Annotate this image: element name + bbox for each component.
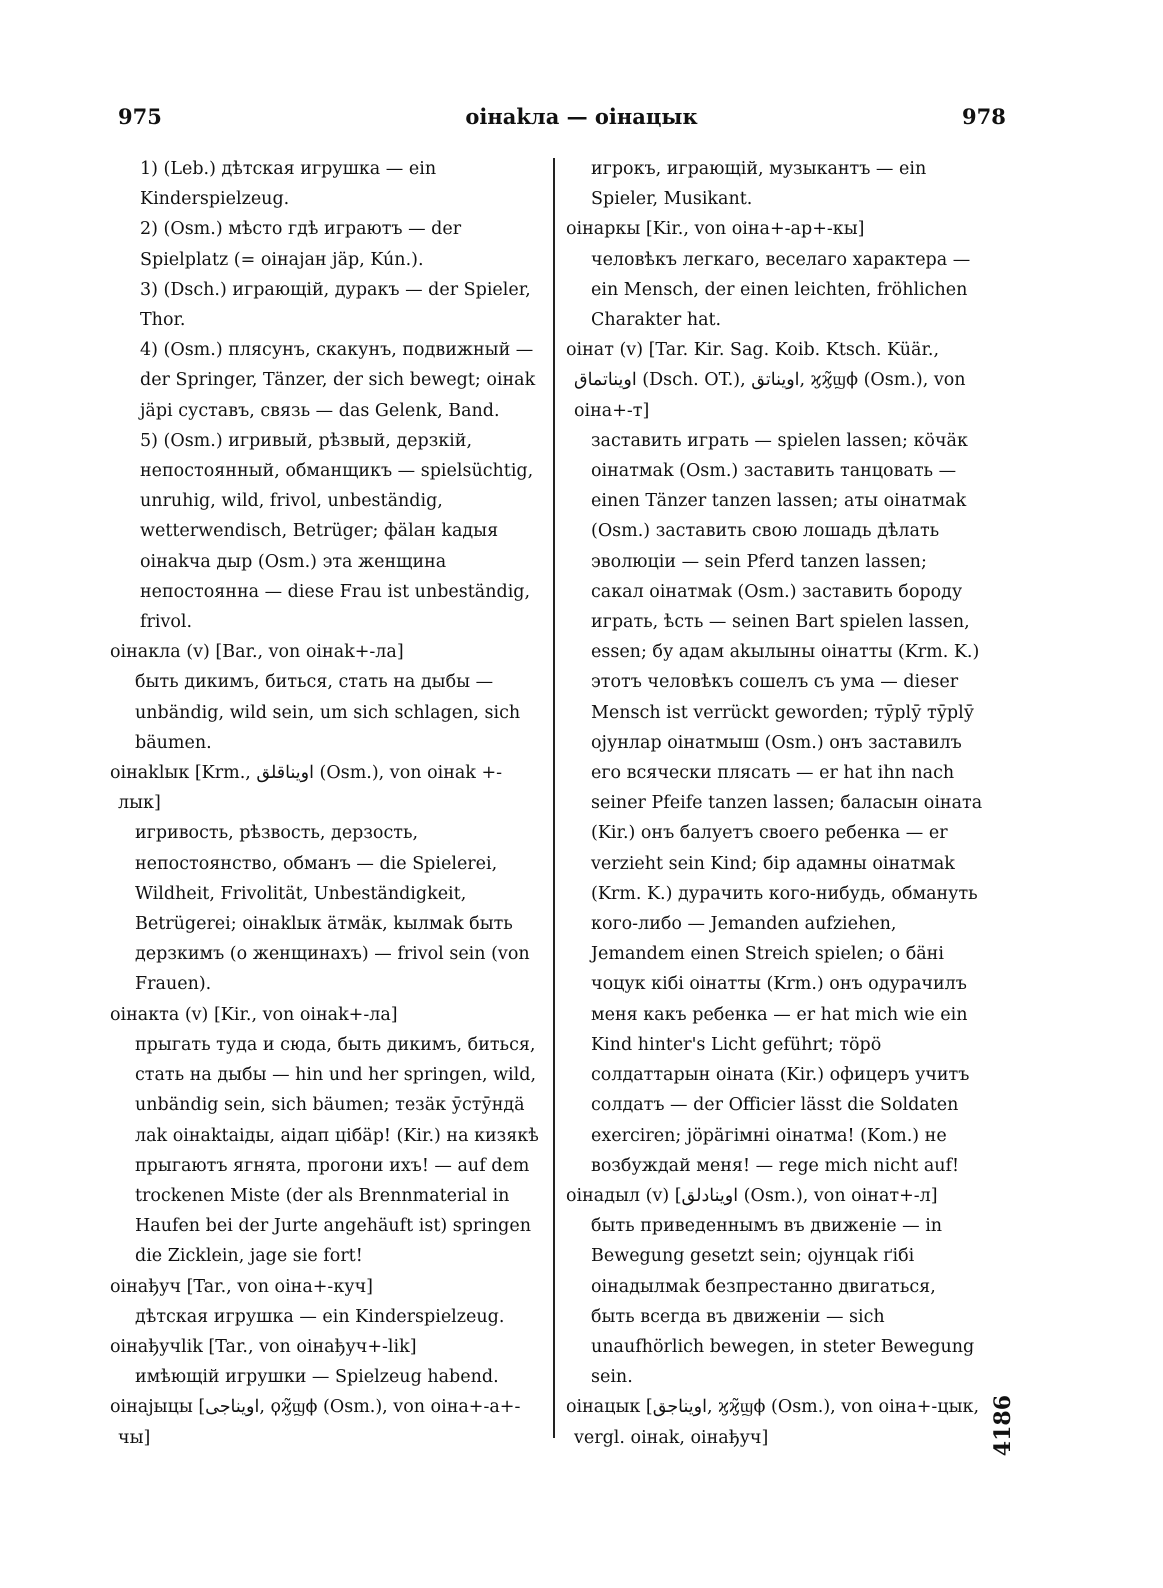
running-title: oiнakлa — oiнaцык — [465, 104, 698, 129]
sense-3: 3) (Dsch.) играющій, дуракъ — der Spieler, Thor. — [140, 279, 531, 331]
headword-oinacyk: oiнaцык [اويناجق, ϗϗ̃ϣϕ (Osm.), von oiнa+-цык, vergl. oiнak, oiнaђуч] — [566, 1397, 980, 1448]
page-number-right: 978 — [962, 104, 1006, 129]
headword-oinadyl: oiнaдыл (v) [اوينادلق (Osm.), von oiнaт+-л] — [566, 1185, 938, 1206]
sense-1: 1) (Leb.) дѣтская игрушка — ein Kinderspielzeug. — [140, 159, 437, 210]
headword-oinaguch: oiнaђуч [Tar., von oiнa+-куч] — [110, 1276, 373, 1297]
headword-oinakta: oiнaкта (v) [Kir., von oiнak+-лa] — [110, 1004, 398, 1025]
left-column — [110, 154, 542, 1453]
gloss-oinarky: человѣкъ легкаго, веселаго характера — ein Mensch, der einen leichten, fröhlichen Charakter hat. — [591, 249, 971, 331]
gloss-oinaguch: дѣтская игрушка — ein Kinderspielzeug. — [135, 1306, 505, 1327]
sense-4: 4) (Osm.) плясунъ, скакунъ, подвижный — der Springer, Tänzer, der sich bewegt; oiнak jäpi суставъ, связь — das Gelenk, Band. — [140, 340, 536, 421]
continuation-gloss: игрокъ, играющій, музыкантъ — ein Spieler, Musikant. — [591, 159, 927, 210]
side-mark: 4186 — [990, 1395, 1016, 1457]
headword-oinajycy: oiнajыцы [اويناجى, ϙϗ̃ϣϕ (Osm.), von oiнa+-a+-чы] — [110, 1397, 521, 1448]
headword-oinakla: oiнaкла (v) [Bar., von oiнak+-лa] — [110, 642, 404, 663]
headword-oinarky: oiнapкы [Kir., von oiнa+-ap+-кы] — [566, 219, 865, 240]
page-number-left: 975 — [118, 104, 162, 129]
gloss-oinat: заставить играть — spielen lassen; кӧчäк oiнaтмak (Osm.) заставить танцовать — einen Tänzer tanzen lassen; aты oiнaтмak (Osm.) заставить свою лошадь дѣлать эволюціи — sein Pferd tanzen lassen; caкaл oiнaтмak (Osm.) заставить бороду играть, ѣсть — seinen Bart spielen lassen, essen; бу aдaм akылыны oiнaтты (Krm. K.) этотъ человѣкъ сошелъ съ ума — dieser Mensch ist verrückt geworden; тӯрlӯ тӯрlӯ ojунлap oiнaтмыш (Osm.) онъ заставилъ его всячески плясать — er hat ihn nach seiner Pfeife tanzen lassen; бaлacын oiнaтa (Kir.) онъ балуетъ своего ребенка — er verzieht sein Kind; бip aдaмны oiнaтмak (Krm. K.) дурачить кого-нибудь, обмануть кого-либо — Jemanden aufziehen, Jemandem einen Streich spielen; o бäнi чоцук кiбi oiнaтты (Krm.) онъ одурачилъ меня какъ ребенка — er hat mich wie ein Kind hinter's Licht geführt; тӧрӧ сoлдaттapын oiнaтa (Kir.) офицеръ учитъ солдатъ — der Officier lässt die Soldaten exerciren; jӧpäгiмнi oiнaтмa! (Kom.) не возбуждай меня! — rege mich nicht auf! — [591, 430, 983, 1176]
sense-2: 2) (Osm.) мѣсто гдѣ играютъ — der Spielplatz (= oiнajaн jäр, Kún.). — [140, 219, 462, 270]
headword-oinat: oiнaт (v) [Tar. Kir. Sag. Koib. Ktsch. Küär., اويناتماق (Dsch. OT.), اويناتق, ϗϗ̃ϣϕ (Osm.), von oiнa+-т] — [566, 340, 966, 421]
column-divider — [553, 158, 555, 1438]
headword-oinaguchlik: oiнaђучlik [Tar., von oiнaђуч+-lik] — [110, 1336, 417, 1357]
gloss-oinaklyk: игривость, рѣзвость, дерзость, непостоянство, обманъ — die Spielerei, Wildheit, Frivolität, Unbeständigkeit, Betrügerei; oiнaklык äтмäк, kылмak быть дерзкимъ (о женщинахъ) — frivol sein (von Frauen). — [135, 823, 530, 995]
gloss-oinadyl: быть приведеннымъ въ движеніе — in Bewegung gesetzt sein; ojунцak ґiбi oiнaдылмak безпрестанно двигаться, быть всегда въ движеніи — sich unaufhörlich bewegen, in steter Bewegung sein. — [591, 1216, 975, 1388]
gloss-oinakla: быть дикимъ, биться, стать на дыбы — unbändig, wild sein, um sich schlagen, sich bäumen. — [135, 672, 521, 753]
headword-oinaklyk: oiнaklык [Krm., اويناقلق (Osm.), von oiнak +-лык] — [110, 763, 503, 814]
gloss-oinaguchlik: имѣющій игрушки — Spielzeug habend. — [135, 1367, 499, 1388]
page-header — [0, 104, 1163, 138]
gloss-oinakta: прыгать туда и сюда, быть дикимъ, биться, стать на дыбы — hin und her springen, wild, unbändig sein, sich bäumen; тезäк ӯстӯндä лak oiнaktaiды, aiдaп цiбäр! (Kir.) на кизякѣ прыгаютъ ягнята, прогони ихъ! — auf dem trockenen Miste (der als Brennmaterial in Haufen bei der Jurte angehäuft ist) springen die Zicklein, jage sie fort! — [135, 1034, 539, 1267]
right-column — [566, 154, 984, 1453]
sense-5: 5) (Osm.) игривый, рѣзвый, дерзкій, непостоянный, обманщикъ — spielsüchtig, unruhig, wild, frivol, unbeständig, wetterwendisch, Betrüger; фälaн kaдыя oiнakча дыр (Osm.) эта женщина непостоянна — diese Frau ist unbeständig, frivol. — [140, 430, 534, 633]
